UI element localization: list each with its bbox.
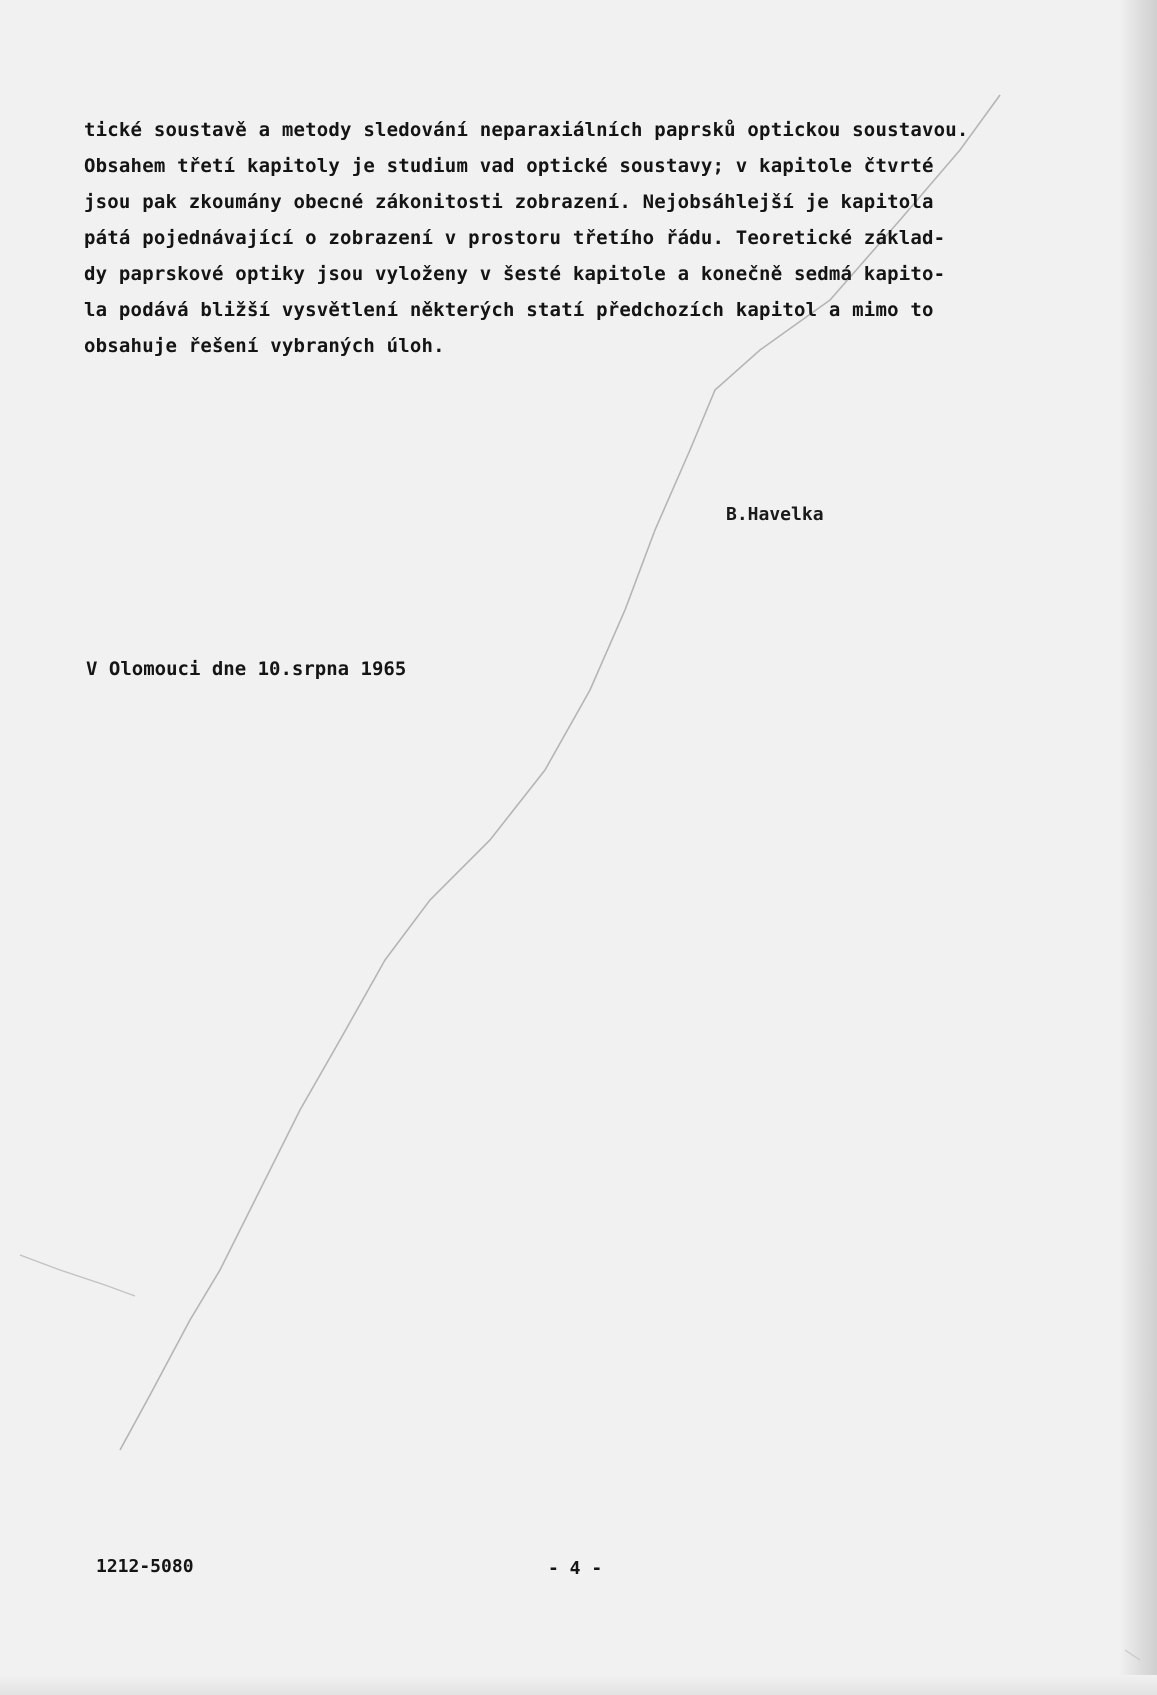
page-number: - 4 -: [548, 1558, 603, 1579]
paragraph-line: obsahuje řešení vybraných úloh.: [84, 335, 445, 357]
paragraph-line: tické soustavě a metody sledování neparaxiálních paprsků optickou soustavou.: [84, 119, 969, 141]
paragraph-line: pátá pojednávající o zobrazení v prostoru třetího řádu. Teoretické základ-: [84, 227, 946, 249]
crease-line: [1125, 1650, 1140, 1660]
author-signature: B.Havelka: [726, 504, 824, 525]
place-and-date: V Olomouci dne 10.srpna 1965: [86, 658, 407, 680]
paragraph-line: Obsahem třetí kapitoly je studium vad optické soustavy; v kapitole čtvrté: [84, 155, 934, 177]
paragraph-line: la podává bližší vysvětlení některých statí předchozích kapitol a mimo to: [84, 299, 934, 321]
paragraph-line: jsou pak zkoumány obecné zákonitosti zobrazení. Nejobsáhlejší je kapitola: [84, 191, 934, 213]
crease-line: [20, 1255, 135, 1296]
document-code: 1212-5080: [96, 1556, 194, 1577]
body-paragraph: [84, 112, 1044, 364]
paragraph-line: dy paprskové optiky jsou vyloženy v šesté kapitole a konečně sedmá kapito-: [84, 263, 946, 285]
